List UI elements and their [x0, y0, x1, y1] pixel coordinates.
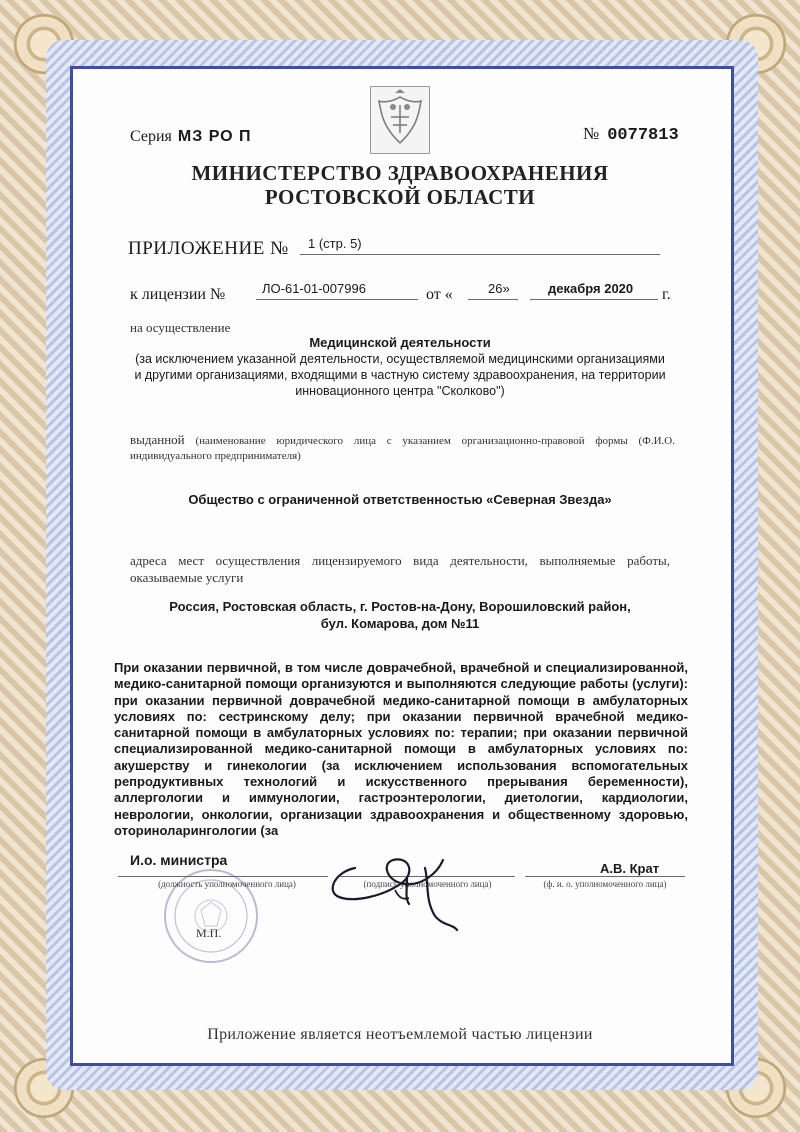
appendix-value: 1 (стр. 5) — [308, 236, 362, 251]
license-day: 26» — [488, 281, 510, 296]
caption-position: (должность уполномоченного лица) — [158, 879, 296, 889]
number-value: 0077813 — [607, 126, 679, 145]
series-label: Серия — [130, 128, 172, 145]
underline — [300, 254, 660, 255]
series-field — [130, 128, 252, 146]
license-number: ЛО-61-01-007996 — [262, 281, 366, 296]
issued-caption: (наименование юридического лица с указанием организационно-правовой формы (Ф.И.О. индивидуального предпринимателя) — [130, 435, 675, 462]
underline — [530, 299, 658, 300]
ministry-title-line1: МИНИСТЕРСТВО ЗДРАВООХРАНЕНИЯ — [191, 161, 609, 185]
activity-label: на осуществление — [130, 320, 231, 335]
address-value — [130, 598, 670, 632]
activity-note: (за исключением указанной деятельности, осуществляемой медицинскими организациями и другими организациями, входящими в частную систему здравоохранения, на территории инновационного центра "Сколково") — [134, 352, 666, 398]
license-month-year: декабря 2020 — [548, 281, 634, 296]
organization-name: Общество с ограниченной ответственностью «Северная Звезда» — [188, 492, 612, 507]
coat-of-arms-icon — [370, 86, 430, 154]
number-field — [583, 124, 679, 145]
stamp-place-label: М.П. — [196, 926, 222, 940]
underline — [525, 876, 685, 877]
issued-word: выданной — [130, 432, 185, 447]
handwritten-signature — [325, 838, 485, 938]
year-suffix: г. — [662, 286, 671, 303]
underline — [468, 299, 518, 300]
address-label: адреса мест осуществления лицензируемого вида деятельности, выполняемые работы, оказываемые услуги — [130, 553, 670, 585]
ministry-title-line2: РОСТОВСКОЙ ОБЛАСТИ — [264, 185, 536, 209]
caption-name: (ф. и. о. уполномоченного лица) — [543, 879, 667, 889]
date-from-label: от « — [426, 286, 453, 303]
footer-note: Приложение является неотъемлемой частью лицензии — [207, 1026, 593, 1043]
activity-name: Медицинской деятельности — [309, 335, 491, 350]
signatory-position: И.о. министра — [130, 852, 228, 868]
appendix-label: ПРИЛОЖЕНИЕ № — [128, 238, 289, 259]
license-label: к лицензии № — [130, 286, 226, 303]
underline — [118, 876, 328, 877]
underline — [256, 299, 418, 300]
series-value: МЗ РО П — [177, 128, 252, 145]
issued-label — [130, 432, 675, 464]
signatory-name: А.В. Крат — [600, 861, 660, 876]
number-label: № — [583, 124, 600, 143]
address-line1: Россия, Ростовская область, г. Ростов-на-Дону, Ворошиловский район, — [169, 599, 631, 614]
address-line2: бул. Комарова, дом №11 — [320, 616, 480, 631]
caption-signature: (подпись уполномоченного лица) — [363, 879, 492, 889]
services-text: При оказании первичной, в том числе доврачебной, врачебной и специализированной, медико-санитарной помощи организуются и выполняются следующие работы (услуги): при оказании первичной доврачебной медико-санитарной помощи в амбулаторных условиях по: сестринскому делу; при оказании первичной врачебной медико-санитарной помощи в амбулаторных условиях по: терапии; при оказании первичной специализированной медико-санитарной помощи в амбулаторных условиях по: акушерству и гинекологии (за исключением использования вспомогательных репродуктивных технологий и искусственного прерывания беременности), аллергологии и иммунологии, гастроэнтерологии, диетологии, кардиологии, неврологии, онкологии, организации здравоохранения и общественному здоровью, оториноларингологии (за — [114, 660, 688, 838]
